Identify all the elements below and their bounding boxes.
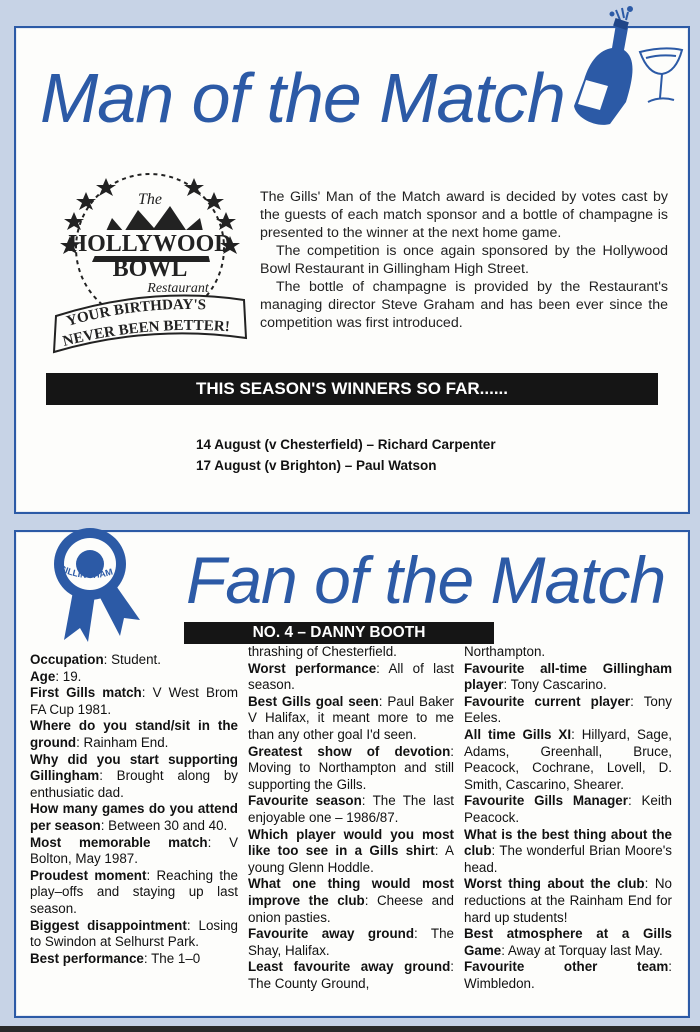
- qa-entry: [30, 685, 238, 718]
- qa-question: Least favourite away ground: [248, 959, 451, 975]
- logo-ribbon-text-2: NEVER BEEN BETTER!: [61, 317, 231, 350]
- qa-entry: [464, 661, 672, 694]
- qa-entry: [248, 926, 454, 959]
- qa-question: Age: [30, 668, 56, 684]
- qa-question: Biggest disappointment: [30, 917, 187, 933]
- rosette-icon: [34, 524, 144, 644]
- qa-answer: : The wonderful Brian Moore's head.: [464, 843, 672, 875]
- qa-question: What is the best thing about the club: [464, 826, 672, 859]
- qa-entry: [30, 669, 238, 686]
- man-of-the-match-panel: [14, 26, 690, 514]
- qa-entry: [248, 661, 454, 694]
- qa-answer: : Wimbledon.: [464, 959, 672, 991]
- qa-question: Worst thing about the club: [464, 876, 645, 892]
- qa-answer: : The The last enjoyable one – 1986/87.: [248, 793, 455, 825]
- logo-restaurant-text: Restaurant: [147, 281, 209, 296]
- qa-entry: [30, 801, 238, 834]
- rosette-label: GILLINGHAM: [57, 562, 114, 581]
- qa-answer: : Between 30 and 40.: [100, 817, 228, 833]
- qa-answer: : Hillyard, Sage, Adams, Greenhall, Bruce, Peacock, Cochrane, Lovell, D. Smith, Cascarino, Shearer.: [464, 726, 672, 792]
- winners-heading: THIS SEASON'S WINNERS SO FAR......: [46, 373, 658, 405]
- qa-answer: thrashing of Chesterfield.: [248, 644, 397, 659]
- qa-entry: [464, 644, 672, 661]
- qa-question: Which player would you most like too see in a Gills shirt: [248, 826, 454, 859]
- qa-answer: : Rainham End.: [76, 734, 169, 750]
- qa-column-2: [248, 644, 454, 992]
- qa-question: Best Gills goal seen: [248, 693, 379, 709]
- qa-answer: : Moving to Northampton and still supporting the Gills.: [248, 743, 454, 792]
- qa-answer: : The Shay, Halifax.: [248, 926, 455, 958]
- qa-question: Worst performance: [248, 660, 377, 676]
- intro-paragraph: The competition is once again sponsored by the Hollywood Bowl Restaurant in Gillingham High Street.: [260, 243, 668, 277]
- qa-answer: : Student.: [103, 652, 161, 667]
- logo-the-text: The: [138, 191, 162, 208]
- qa-question: Occupation: [30, 652, 104, 667]
- qa-question: Favourite season: [248, 793, 362, 809]
- qa-question: Favourite Gills Manager: [464, 793, 628, 809]
- logo-hollywood-text: HOLLYWOOD: [68, 231, 232, 257]
- qa-answer: : Paul Baker V Halifax, it meant more to me than any other goal I'd seen.: [248, 693, 454, 742]
- qa-answer: : No reductions at the Rainham End for hard up students!: [464, 876, 672, 925]
- qa-question: What one thing would most improve the club: [248, 876, 454, 908]
- qa-entry: [30, 718, 238, 751]
- qa-question: Greatest show of devotion: [248, 743, 451, 759]
- qa-question: Best performance: [30, 950, 144, 966]
- qa-answer: : V Bolton, May 1987.: [30, 834, 238, 867]
- qa-answer: : Cheese and onion pasties.: [248, 892, 454, 925]
- qa-answer: Northampton.: [464, 644, 546, 659]
- qa-question: All time Gills XI: [464, 726, 572, 742]
- qa-answer: : V West Brom FA Cup 1981.: [30, 685, 238, 717]
- qa-question: Favourite other team: [464, 959, 669, 975]
- qa-answer: : 19.: [55, 668, 82, 684]
- qa-question: Proudest moment: [30, 867, 147, 883]
- qa-entry: [30, 868, 238, 918]
- qa-question: Most memorable match: [30, 834, 208, 850]
- intro-text: [260, 188, 668, 332]
- intro-paragraph: The Gills' Man of the Match award is decided by votes cast by the guests of each match sponsor and a bottle of champagne is presented to the winner at the next home game.: [260, 189, 668, 241]
- bottom-bar: [0, 1026, 700, 1032]
- qa-answer: : Tony Eeles.: [464, 693, 672, 726]
- qa-entry: [464, 876, 672, 926]
- qa-entry: [464, 793, 672, 826]
- qa-entry: [464, 827, 672, 877]
- hollywood-bowl-logo: [50, 166, 250, 356]
- qa-answer: : Away at Torquay last May.: [501, 942, 663, 958]
- winner-item: 17 August (v Brighton) – Paul Watson: [196, 458, 437, 473]
- man-of-the-match-title: Man of the Match: [40, 59, 565, 137]
- qa-question: First Gills match: [30, 685, 142, 701]
- qa-entry: [464, 959, 672, 992]
- qa-entry: [30, 835, 238, 868]
- fan-subtitle: NO. 4 – DANNY BOOTH: [184, 622, 494, 644]
- qa-entry: [30, 918, 238, 951]
- qa-entry: [248, 827, 454, 877]
- qa-column-3: [464, 644, 672, 992]
- qa-answer: : Brought along by enthusiatic dad.: [30, 768, 238, 800]
- qa-answer: : The County Ground,: [248, 959, 454, 991]
- qa-entry: [464, 694, 672, 727]
- qa-answer: : A young Glenn Hoddle.: [248, 843, 454, 875]
- qa-question: Best atmosphere at a Gills Game: [464, 926, 672, 958]
- winners-list: [196, 434, 496, 476]
- qa-entry: [30, 752, 238, 802]
- qa-answer: : Reaching the play–offs and staying up last season.: [30, 867, 238, 916]
- qa-question: Why did you start supporting Gillingham: [30, 751, 238, 784]
- qa-answer: : The 1–0: [143, 950, 201, 966]
- qa-entry: [248, 694, 454, 744]
- qa-question: Where do you stand/sit in the ground: [30, 718, 238, 750]
- qa-entry: [248, 744, 454, 794]
- winner-item: 14 August (v Chesterfield) – Richard Carpenter: [196, 437, 496, 452]
- fan-of-the-match-panel: [14, 530, 690, 1018]
- qa-entry: [248, 959, 454, 992]
- qa-answer: : All of last season.: [248, 660, 454, 693]
- qa-entry: [30, 652, 238, 669]
- qa-answer: : Keith Peacock.: [464, 793, 672, 825]
- qa-question: How many games do you attend per season: [30, 801, 238, 833]
- qa-entry: [248, 876, 454, 926]
- qa-entry: [248, 644, 454, 661]
- qa-question: Favourite all-time Gillingham player: [464, 660, 672, 693]
- champagne-bottle-icon: [556, 6, 684, 126]
- qa-column-1: [30, 652, 238, 967]
- qa-entry: [464, 926, 672, 959]
- qa-question: Favourite away ground: [248, 926, 415, 942]
- qa-answer: : Tony Cascarino.: [503, 677, 607, 693]
- qa-entry: [30, 951, 238, 968]
- intro-paragraph: The bottle of champagne is provided by the Restaurant's managing director Steve Graham and has been ever since the competition was first introduced.: [260, 279, 668, 331]
- qa-entry: [248, 793, 454, 826]
- logo-ribbon-text-1: YOUR BIRTHDAY'S: [64, 297, 207, 330]
- qa-entry: [464, 727, 672, 793]
- qa-answer: : Losing to Swindon at Selhurst Park.: [30, 917, 239, 950]
- qa-question: Favourite current player: [464, 693, 631, 709]
- fan-of-the-match-title: Fan of the Match: [186, 543, 666, 617]
- logo-bowl-text: BOWL: [112, 256, 188, 282]
